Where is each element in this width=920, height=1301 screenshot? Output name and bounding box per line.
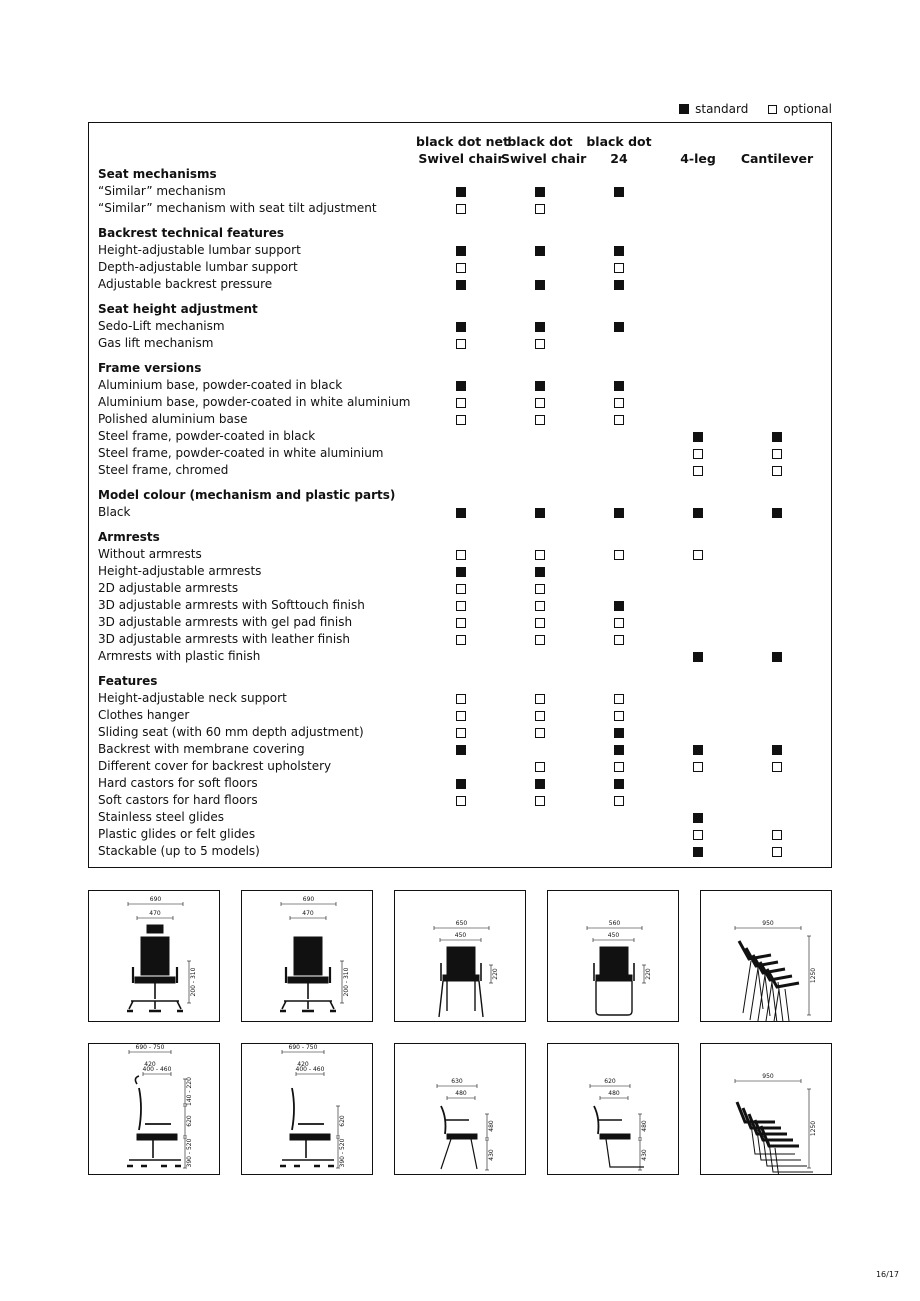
standard-square-icon xyxy=(456,322,466,332)
dim-back-height: 480 xyxy=(641,1120,648,1132)
dim-height: 1250 xyxy=(810,967,817,984)
row-label: “Similar” mechanism with seat tilt adjustment xyxy=(98,201,377,215)
dim-width: 650 xyxy=(455,920,468,927)
dim-height: 220 xyxy=(492,968,499,980)
side-swivel-headrest-drawing xyxy=(88,1043,220,1175)
front-4leg-svg xyxy=(395,891,525,1021)
dim-width: 950 xyxy=(762,920,774,927)
base-icon xyxy=(282,1140,334,1160)
side-cantilever-drawing xyxy=(547,1043,679,1175)
optional-square-icon xyxy=(693,550,703,560)
optional-square-icon xyxy=(456,415,466,425)
frame-icon xyxy=(596,981,632,1015)
optional-square-icon xyxy=(456,601,466,611)
optional-square-icon xyxy=(614,762,624,772)
row-label: Aluminium base, powder-coated in white aluminium xyxy=(98,395,411,409)
row-label: Backrest with membrane covering xyxy=(98,742,305,756)
stack-side-drawing xyxy=(700,1043,832,1175)
optional-square-icon xyxy=(693,466,703,476)
stack-front-svg xyxy=(701,891,831,1021)
column-header-line2: Swivel chair xyxy=(418,151,504,166)
row-label: Different cover for backrest upholstery xyxy=(98,759,332,773)
column-header-line1: black dot xyxy=(507,134,573,149)
row-label: Steel frame, powder-coated in black xyxy=(98,429,316,443)
backrest-icon xyxy=(292,1088,294,1130)
optional-square-icon xyxy=(535,204,545,214)
standard-square-icon xyxy=(614,728,624,738)
row-label: Without armrests xyxy=(98,547,202,561)
row-label: Gas lift mechanism xyxy=(98,336,214,350)
row-label: “Similar” mechanism xyxy=(98,184,226,198)
section-title: Seat mechanisms xyxy=(98,167,217,181)
optional-square-icon xyxy=(614,711,624,721)
front-swivel-headrest-drawing xyxy=(88,890,220,1022)
optional-square-icon xyxy=(535,601,545,611)
legs-icon xyxy=(441,1139,477,1169)
column-header-line1: black dot net xyxy=(416,134,509,149)
stack-side-svg xyxy=(701,1044,831,1174)
optional-square-icon xyxy=(456,635,466,645)
standard-square-icon xyxy=(693,508,703,518)
column-header-line1: black dot xyxy=(586,134,652,149)
seat-icon xyxy=(288,977,328,983)
optional-square-icon xyxy=(456,398,466,408)
optional-square-icon xyxy=(614,694,624,704)
column-header xyxy=(416,133,509,167)
standard-square-icon xyxy=(614,601,624,611)
dim-width-inner: 470 xyxy=(149,910,161,917)
optional-square-icon xyxy=(535,728,545,738)
column-header-line2: 4-leg xyxy=(680,151,716,166)
optional-square-icon xyxy=(535,415,545,425)
row-label: Hard castors for soft floors xyxy=(98,776,258,790)
section-title: Features xyxy=(98,674,158,688)
row-label: Adjustable backrest pressure xyxy=(98,277,273,291)
dim-seat-height: 430 xyxy=(641,1149,648,1161)
dim-height: 220 xyxy=(645,968,652,980)
row-label: Soft castors for hard floors xyxy=(98,793,258,807)
optional-square-icon xyxy=(535,762,545,772)
headrest-icon xyxy=(147,925,163,933)
standard-square-icon xyxy=(535,567,545,577)
side-4leg-svg xyxy=(395,1044,525,1174)
legend xyxy=(679,102,832,116)
standard-square-icon xyxy=(456,187,466,197)
headrest-icon xyxy=(135,1076,139,1084)
row-label: 3D adjustable armrests with gel pad finish xyxy=(98,615,353,629)
optional-square-icon xyxy=(614,398,624,408)
optional-square-icon xyxy=(772,762,782,772)
column-header-line2: Cantilever xyxy=(740,151,814,166)
column-header xyxy=(501,133,587,167)
legend-optional: optional xyxy=(783,102,832,116)
stack-front-drawing xyxy=(700,890,832,1022)
row-label: Plastic glides or felt glides xyxy=(98,827,256,841)
front-swivel-svg xyxy=(242,891,372,1021)
optional-square-icon xyxy=(772,449,782,459)
stacked-frame-icon xyxy=(775,1148,819,1174)
standard-square-icon xyxy=(614,745,624,755)
standard-square-icon xyxy=(614,187,624,197)
optional-square-icon xyxy=(456,263,466,273)
optional-square-icon xyxy=(456,711,466,721)
row-label: Steel frame, chromed xyxy=(98,463,229,477)
front-swivel-headrest-svg xyxy=(89,891,219,1021)
standard-square-icon xyxy=(614,280,624,290)
section-title: Model colour (mechanism and plastic parts) xyxy=(98,488,396,502)
dim-depth: 950 xyxy=(762,1073,774,1080)
standard-square-icon xyxy=(679,104,689,114)
front-4leg-drawing xyxy=(394,890,526,1022)
standard-square-icon xyxy=(614,779,624,789)
dim-seat-depth: 480 xyxy=(455,1090,467,1097)
standard-square-icon xyxy=(772,745,782,755)
seat-icon xyxy=(596,975,632,981)
backrest-icon xyxy=(141,937,169,975)
optional-square-icon xyxy=(535,694,545,704)
optional-square-icon xyxy=(456,694,466,704)
optional-square-icon xyxy=(614,635,624,645)
dim-back-height: 620 xyxy=(186,1115,193,1127)
legend-standard: standard xyxy=(695,102,749,116)
page-number: 16/17 xyxy=(875,1270,899,1279)
optional-square-icon xyxy=(456,796,466,806)
base-icon xyxy=(282,983,334,1009)
dim-height: 1250 xyxy=(810,1120,817,1137)
row-label: Sliding seat (with 60 mm depth adjustment) xyxy=(98,725,364,739)
seat-icon xyxy=(137,1134,177,1140)
optional-square-icon xyxy=(456,584,466,594)
dim-seat-range: 400 - 460 xyxy=(295,1066,325,1073)
standard-square-icon xyxy=(456,246,466,256)
standard-square-icon xyxy=(535,246,545,256)
dim-seat-height: 430 xyxy=(488,1149,495,1161)
column-header-line1 xyxy=(668,133,728,150)
seat-icon xyxy=(443,975,479,981)
dim-depth: 690 - 750 xyxy=(135,1044,165,1051)
row-label: Aluminium base, powder-coated in black xyxy=(98,378,343,392)
standard-square-icon xyxy=(456,381,466,391)
dim-width: 560 xyxy=(608,920,621,927)
dim-seat-depth: 420 xyxy=(297,1061,309,1068)
section-title: Backrest technical features xyxy=(98,226,285,240)
side-4leg-drawing xyxy=(394,1043,526,1175)
dim-seat-depth: 420 xyxy=(144,1061,156,1068)
dim-height: 200 - 310 xyxy=(343,967,350,997)
optional-square-icon xyxy=(614,796,624,806)
row-label: Steel frame, powder-coated in white aluminium xyxy=(98,446,384,460)
row-label: Polished aluminium base xyxy=(98,412,248,426)
dim-width-inner: 450 xyxy=(607,932,620,939)
dim-width: 690 xyxy=(302,896,315,903)
row-label: Height-adjustable armrests xyxy=(98,564,262,578)
optional-square-icon xyxy=(535,618,545,628)
dim-headrest: 140 - 220 xyxy=(186,1077,193,1106)
seat-icon xyxy=(290,1134,330,1140)
optional-square-icon xyxy=(693,762,703,772)
standard-square-icon xyxy=(456,745,466,755)
standard-square-icon xyxy=(456,567,466,577)
standard-square-icon xyxy=(614,508,624,518)
section-title: Armrests xyxy=(98,530,160,544)
standard-square-icon xyxy=(693,847,703,857)
row-label: Height-adjustable neck support xyxy=(98,691,287,705)
dim-width: 690 xyxy=(149,896,162,903)
optional-square-icon xyxy=(772,466,782,476)
stacked-chair-icon xyxy=(743,1108,781,1128)
optional-square-icon xyxy=(535,398,545,408)
standard-square-icon xyxy=(614,322,624,332)
side-swivel-svg xyxy=(242,1044,372,1174)
backrest-icon xyxy=(139,1088,141,1130)
standard-square-icon xyxy=(693,652,703,662)
standard-square-icon xyxy=(772,508,782,518)
optional-square-icon xyxy=(535,796,545,806)
row-label: Stainless steel glides xyxy=(98,810,225,824)
section-title: Seat height adjustment xyxy=(98,302,258,316)
standard-square-icon xyxy=(772,652,782,662)
row-label: 3D adjustable armrests with leather finish xyxy=(98,632,351,646)
backrest-icon xyxy=(447,947,475,979)
optional-square-icon xyxy=(535,711,545,721)
optional-square-icon xyxy=(535,550,545,560)
optional-square-icon xyxy=(535,339,545,349)
dim-depth: 620 xyxy=(604,1078,616,1085)
row-label: Clothes hanger xyxy=(98,708,190,722)
standard-square-icon xyxy=(535,322,545,332)
features-table xyxy=(88,122,832,868)
standard-square-icon xyxy=(456,508,466,518)
section-title: Frame versions xyxy=(98,361,202,375)
column-header xyxy=(737,133,817,167)
optional-square-icon xyxy=(693,830,703,840)
optional-square-icon xyxy=(456,618,466,628)
standard-square-icon xyxy=(535,381,545,391)
seat-icon xyxy=(600,1134,630,1139)
legs-icon xyxy=(439,981,483,1017)
standard-square-icon xyxy=(535,779,545,789)
dim-seat-height: 390 - 520 xyxy=(339,1138,346,1168)
stacked-chair-icon xyxy=(737,1102,775,1122)
column-header-line2: 24 xyxy=(610,151,628,166)
row-label: 3D adjustable armrests with Softtouch finish xyxy=(98,598,365,612)
optional-square-icon xyxy=(614,618,624,628)
optional-square-icon xyxy=(772,847,782,857)
standard-square-icon xyxy=(693,813,703,823)
dim-seat-depth: 480 xyxy=(608,1090,620,1097)
front-cantilever-svg xyxy=(548,891,678,1021)
standard-square-icon xyxy=(693,745,703,755)
row-label: Stackable (up to 5 models) xyxy=(98,844,260,858)
dim-depth: 630 xyxy=(451,1078,463,1085)
row-label: 2D adjustable armrests xyxy=(98,581,239,595)
dim-seat-range: 400 - 460 xyxy=(142,1066,172,1073)
side-swivel-drawing xyxy=(241,1043,373,1175)
standard-square-icon xyxy=(772,432,782,442)
standard-square-icon xyxy=(693,432,703,442)
optional-square-icon xyxy=(772,830,782,840)
row-label: Height-adjustable lumbar support xyxy=(98,243,301,257)
front-swivel-drawing xyxy=(241,890,373,1022)
dim-height: 200 - 310 xyxy=(190,967,197,997)
standard-square-icon xyxy=(535,280,545,290)
dim-depth: 690 - 750 xyxy=(288,1044,318,1051)
optional-square-icon xyxy=(456,204,466,214)
dim-width-inner: 450 xyxy=(454,932,467,939)
standard-square-icon xyxy=(614,381,624,391)
optional-square-icon xyxy=(693,449,703,459)
row-label: Depth-adjustable lumbar support xyxy=(98,260,298,274)
optional-square-icon xyxy=(535,635,545,645)
column-header xyxy=(584,133,654,167)
dim-back-height: 480 xyxy=(488,1120,495,1132)
standard-square-icon xyxy=(535,508,545,518)
front-cantilever-drawing xyxy=(547,890,679,1022)
optional-square-icon xyxy=(614,263,624,273)
seat-icon xyxy=(447,1134,477,1139)
optional-square-icon xyxy=(456,728,466,738)
column-header-line1 xyxy=(737,133,817,150)
optional-square-icon xyxy=(456,550,466,560)
standard-square-icon xyxy=(614,246,624,256)
backrest-icon xyxy=(294,937,322,975)
row-label: Armrests with plastic finish xyxy=(98,649,261,663)
column-header xyxy=(668,133,728,167)
dim-width-inner: 470 xyxy=(302,910,314,917)
side-cantilever-svg xyxy=(548,1044,678,1174)
row-label: Sedo-Lift mechanism xyxy=(98,319,225,333)
base-icon xyxy=(129,983,181,1009)
optional-square-icon xyxy=(614,415,624,425)
dim-seat-height: 390 - 520 xyxy=(186,1138,193,1168)
standard-square-icon xyxy=(456,779,466,789)
optional-square-icon xyxy=(535,584,545,594)
base-icon xyxy=(129,1140,181,1160)
stacked-chair-icon xyxy=(749,1114,787,1134)
column-header-line2: Swivel chair xyxy=(501,151,587,166)
dim-back-height: 620 xyxy=(339,1115,346,1127)
backrest-icon xyxy=(594,1106,599,1134)
side-swivel-headrest-svg xyxy=(89,1044,219,1174)
standard-square-icon xyxy=(456,280,466,290)
frame-icon xyxy=(606,1139,644,1167)
backrest-icon xyxy=(441,1106,446,1134)
seat-icon xyxy=(135,977,175,983)
row-label: Black xyxy=(98,505,131,519)
backrest-icon xyxy=(600,947,628,979)
optional-square-icon xyxy=(768,105,777,114)
optional-square-icon xyxy=(456,339,466,349)
standard-square-icon xyxy=(535,187,545,197)
optional-square-icon xyxy=(614,550,624,560)
